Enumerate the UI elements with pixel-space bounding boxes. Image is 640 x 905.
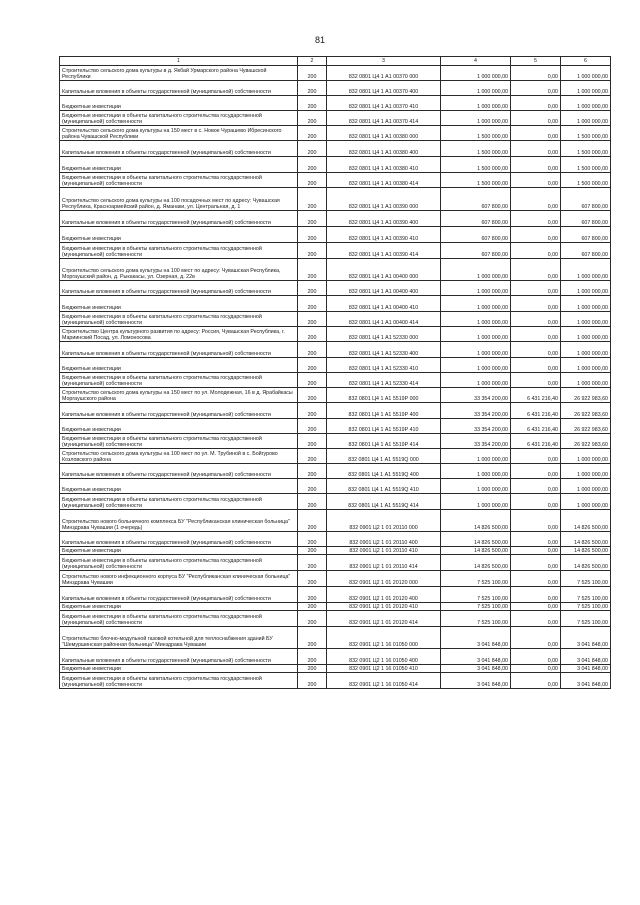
row-total-cell: 7 525 100,00: [561, 587, 611, 603]
table-row: [60, 157, 611, 173]
row-name-cell: Бюджетные инвестиции: [60, 157, 298, 173]
row-total-cell: 14 826 500,00: [561, 510, 611, 532]
row-change-cell: 0,00: [511, 281, 561, 296]
row-code-cell: 832 0801 Ц4 1 А1 00400 410: [327, 296, 441, 312]
row-change-cell: 0,00: [511, 243, 561, 259]
row-change-cell: 0,00: [511, 479, 561, 494]
row-amount-cell: 3 041 848,00: [441, 673, 511, 689]
table-row: [60, 434, 611, 449]
row-name-cell: Капитальные вложения в объекты государственной (муниципальной) собственности: [60, 403, 298, 419]
row-amount-cell: 33 354 200,00: [441, 434, 511, 449]
row-name-cell: Капитальные вложения в объекты государственной (муниципальной) собственности: [60, 281, 298, 296]
row-amount-cell: 14 826 500,00: [441, 547, 511, 555]
row-total-cell: 1 500 000,00: [561, 126, 611, 141]
row-amount-cell: 1 000 000,00: [441, 259, 511, 281]
row-name-cell: Строительство нового инфекционного корпуса БУ "Республиканская клиническая больница" Минздрава Чувашии: [60, 571, 298, 587]
row-amount-cell: 1 000 000,00: [441, 96, 511, 111]
row-change-cell: 0,00: [511, 587, 561, 603]
row-amount-cell: 1 000 000,00: [441, 449, 511, 464]
row-name-cell: Капитальные вложения в объекты государственной (муниципальной) собственности: [60, 587, 298, 603]
row-total-cell: 26 922 983,60: [561, 403, 611, 419]
row-code-cell: 832 0801 Ц4 1 А1 00370 410: [327, 96, 441, 111]
row-grbs-cell: 200: [298, 649, 327, 665]
row-code-cell: 832 0801 Ц4 1 А1 5519Р 400: [327, 403, 441, 419]
row-code-cell: 832 0801 Ц4 1 А1 52330 000: [327, 327, 441, 342]
row-grbs-cell: 200: [298, 243, 327, 259]
column-header: 2: [298, 57, 327, 66]
row-change-cell: 0,00: [511, 627, 561, 649]
row-name-cell: Бюджетные инвестиции: [60, 358, 298, 373]
row-change-cell: 0,00: [511, 494, 561, 510]
table-row: [60, 603, 611, 611]
row-name-cell: Строительство сельского дома культуры в д. Якбай Урмарского района Чувашской Республики: [60, 66, 298, 81]
row-code-cell: 832 0901 Ц2 1 01 20110 414: [327, 555, 441, 571]
row-amount-cell: 7 525 100,00: [441, 587, 511, 603]
row-total-cell: 607 800,00: [561, 188, 611, 211]
table-row: [60, 327, 611, 342]
row-grbs-cell: 200: [298, 141, 327, 157]
row-grbs-cell: 200: [298, 571, 327, 587]
row-total-cell: 26 922 983,60: [561, 434, 611, 449]
row-code-cell: 832 0801 Ц4 1 А1 5519Р 414: [327, 434, 441, 449]
row-total-cell: 1 000 000,00: [561, 66, 611, 81]
row-amount-cell: 33 354 200,00: [441, 403, 511, 419]
row-change-cell: 0,00: [511, 66, 561, 81]
row-change-cell: 0,00: [511, 649, 561, 665]
row-grbs-cell: 200: [298, 111, 327, 126]
table-row: [60, 464, 611, 479]
table-row: [60, 510, 611, 532]
table-row: [60, 449, 611, 464]
row-change-cell: 0,00: [511, 665, 561, 673]
row-total-cell: 1 000 000,00: [561, 494, 611, 510]
row-grbs-cell: 200: [298, 587, 327, 603]
row-name-cell: Бюджетные инвестиции: [60, 479, 298, 494]
row-grbs-cell: 200: [298, 81, 327, 96]
row-grbs-cell: 200: [298, 603, 327, 611]
row-change-cell: 0,00: [511, 259, 561, 281]
row-total-cell: 3 041 848,00: [561, 649, 611, 665]
row-grbs-cell: 200: [298, 673, 327, 689]
table-row: [60, 296, 611, 312]
row-change-cell: 0,00: [511, 111, 561, 126]
row-code-cell: 832 0901 Ц2 1 16 01050 000: [327, 627, 441, 649]
row-amount-cell: 607 800,00: [441, 188, 511, 211]
row-code-cell: 832 0901 Ц2 1 01 20120 414: [327, 611, 441, 627]
row-name-cell: Капитальные вложения в объекты государственной (муниципальной) собственности: [60, 211, 298, 227]
column-header: 6: [561, 57, 611, 66]
table-row: [60, 479, 611, 494]
table-row: [60, 532, 611, 547]
row-change-cell: 6 431 216,40: [511, 419, 561, 434]
row-code-cell: 832 0801 Ц4 1 А1 00400 000: [327, 259, 441, 281]
row-total-cell: 1 000 000,00: [561, 373, 611, 388]
row-amount-cell: 1 000 000,00: [441, 464, 511, 479]
row-grbs-cell: 200: [298, 479, 327, 494]
row-total-cell: 7 525 100,00: [561, 603, 611, 611]
row-code-cell: 832 0801 Ц4 1 А1 52330 414: [327, 373, 441, 388]
row-amount-cell: 3 041 848,00: [441, 649, 511, 665]
column-header: 4: [441, 57, 511, 66]
row-name-cell: Строительство сельского дома культуры на 150 мест в с. Новое Чурашево Ибресинского района Чувашской Республики: [60, 126, 298, 141]
row-grbs-cell: 200: [298, 419, 327, 434]
row-total-cell: 26 922 983,60: [561, 419, 611, 434]
row-grbs-cell: 200: [298, 259, 327, 281]
row-amount-cell: 1 000 000,00: [441, 81, 511, 96]
column-header: 3: [327, 57, 441, 66]
row-total-cell: 1 500 000,00: [561, 157, 611, 173]
row-code-cell: 832 0801 Ц4 1 А1 00380 414: [327, 173, 441, 188]
row-amount-cell: 1 500 000,00: [441, 126, 511, 141]
table-row: [60, 403, 611, 419]
row-change-cell: 6 431 216,40: [511, 403, 561, 419]
table-row: [60, 665, 611, 673]
row-grbs-cell: 200: [298, 464, 327, 479]
row-code-cell: 832 0801 Ц4 1 А1 5519Q 410: [327, 479, 441, 494]
row-change-cell: 0,00: [511, 571, 561, 587]
table-row: [60, 188, 611, 211]
row-name-cell: Бюджетные инвестиции: [60, 419, 298, 434]
row-amount-cell: 1 000 000,00: [441, 479, 511, 494]
row-code-cell: 832 0801 Ц4 1 А1 00400 414: [327, 312, 441, 327]
row-grbs-cell: 200: [298, 388, 327, 403]
row-grbs-cell: 200: [298, 510, 327, 532]
row-grbs-cell: 200: [298, 547, 327, 555]
row-change-cell: 0,00: [511, 188, 561, 211]
row-grbs-cell: 200: [298, 665, 327, 673]
row-change-cell: 0,00: [511, 510, 561, 532]
table-row: [60, 649, 611, 665]
row-grbs-cell: 200: [298, 157, 327, 173]
row-amount-cell: 1 000 000,00: [441, 494, 511, 510]
row-total-cell: 1 000 000,00: [561, 259, 611, 281]
budget-table: [59, 56, 611, 689]
row-name-cell: Строительство сельского дома культуры на 100 мест по ул. М. Трубиной в с. Бойгурово Козловского района: [60, 449, 298, 464]
row-name-cell: Бюджетные инвестиции в объекты капитального строительства государственной (муниципальной) собственности: [60, 673, 298, 689]
row-change-cell: 0,00: [511, 141, 561, 157]
row-change-cell: 0,00: [511, 342, 561, 358]
row-code-cell: 832 0801 Ц4 1 А1 5519Q 000: [327, 449, 441, 464]
row-amount-cell: 7 525 100,00: [441, 603, 511, 611]
row-name-cell: Строительство сельского дома культуры на 150 мест по ул. Молодежная, 16 в д. Ярабайкасы Моргаушского района: [60, 388, 298, 403]
row-total-cell: 7 525 100,00: [561, 571, 611, 587]
table-row: [60, 96, 611, 111]
row-grbs-cell: 200: [298, 611, 327, 627]
row-total-cell: 1 000 000,00: [561, 296, 611, 312]
row-grbs-cell: 200: [298, 627, 327, 649]
row-total-cell: 1 000 000,00: [561, 479, 611, 494]
row-code-cell: 832 0901 Ц2 1 01 20110 400: [327, 532, 441, 547]
row-total-cell: 607 800,00: [561, 243, 611, 259]
row-amount-cell: 1 000 000,00: [441, 373, 511, 388]
row-total-cell: 1 000 000,00: [561, 358, 611, 373]
row-grbs-cell: 200: [298, 211, 327, 227]
row-amount-cell: 14 826 500,00: [441, 532, 511, 547]
row-name-cell: Бюджетные инвестиции в объекты капитального строительства государственной (муниципальной) собственности: [60, 555, 298, 571]
row-name-cell: Бюджетные инвестиции в объекты капитального строительства государственной (муниципальной) собственности: [60, 111, 298, 126]
row-code-cell: 832 0801 Ц4 1 А1 00380 400: [327, 141, 441, 157]
row-grbs-cell: 200: [298, 327, 327, 342]
row-code-cell: 832 0801 Ц4 1 А1 00370 000: [327, 66, 441, 81]
row-amount-cell: 14 826 500,00: [441, 510, 511, 532]
row-change-cell: 0,00: [511, 603, 561, 611]
row-grbs-cell: 200: [298, 312, 327, 327]
row-amount-cell: 7 525 100,00: [441, 611, 511, 627]
row-amount-cell: 1 000 000,00: [441, 358, 511, 373]
row-code-cell: 832 0801 Ц4 1 А1 00390 400: [327, 211, 441, 227]
row-name-cell: Капитальные вложения в объекты государственной (муниципальной) собственности: [60, 342, 298, 358]
row-name-cell: Бюджетные инвестиции: [60, 603, 298, 611]
row-code-cell: 832 0801 Ц4 1 А1 5519Р 410: [327, 419, 441, 434]
table-row: [60, 173, 611, 188]
row-code-cell: 832 0801 Ц4 1 А1 00380 000: [327, 126, 441, 141]
row-name-cell: Капитальные вложения в объекты государственной (муниципальной) собственности: [60, 81, 298, 96]
row-change-cell: 0,00: [511, 373, 561, 388]
row-total-cell: 1 000 000,00: [561, 281, 611, 296]
row-amount-cell: 1 000 000,00: [441, 111, 511, 126]
row-code-cell: 832 0901 Ц2 1 16 01050 400: [327, 649, 441, 665]
row-grbs-cell: 200: [298, 532, 327, 547]
row-change-cell: 0,00: [511, 157, 561, 173]
table-row: [60, 81, 611, 96]
row-change-cell: 0,00: [511, 449, 561, 464]
row-change-cell: 0,00: [511, 532, 561, 547]
table-row: [60, 111, 611, 126]
row-total-cell: 1 000 000,00: [561, 312, 611, 327]
row-grbs-cell: 200: [298, 281, 327, 296]
row-code-cell: 832 0901 Ц2 1 01 20120 000: [327, 571, 441, 587]
row-amount-cell: 33 354 200,00: [441, 388, 511, 403]
row-name-cell: Капитальные вложения в объекты государственной (муниципальной) собственности: [60, 464, 298, 479]
row-grbs-cell: 200: [298, 403, 327, 419]
row-amount-cell: 33 354 200,00: [441, 419, 511, 434]
row-change-cell: 0,00: [511, 312, 561, 327]
row-total-cell: 1 000 000,00: [561, 111, 611, 126]
row-code-cell: 832 0801 Ц4 1 А1 5519Q 400: [327, 464, 441, 479]
table-row: [60, 126, 611, 141]
row-change-cell: 6 431 216,40: [511, 434, 561, 449]
row-name-cell: Бюджетные инвестиции в объекты капитального строительства государственной (муниципальной) собственности: [60, 494, 298, 510]
row-name-cell: Бюджетные инвестиции: [60, 296, 298, 312]
row-name-cell: Строительство блочно-модульной газовой котельной для теплоснабжения зданий БУ "Шемуршинская районная больница" Минздрава Чувашии: [60, 627, 298, 649]
row-name-cell: Бюджетные инвестиции: [60, 665, 298, 673]
row-code-cell: 832 0901 Ц2 1 16 01050 410: [327, 665, 441, 673]
row-name-cell: Бюджетные инвестиции в объекты капитального строительства государственной (муниципальной) собственности: [60, 312, 298, 327]
row-name-cell: Бюджетные инвестиции: [60, 547, 298, 555]
row-total-cell: 1 500 000,00: [561, 173, 611, 188]
row-grbs-cell: 200: [298, 373, 327, 388]
row-grbs-cell: 200: [298, 227, 327, 243]
row-code-cell: 832 0801 Ц4 1 А1 5519Р 000: [327, 388, 441, 403]
row-total-cell: 3 041 848,00: [561, 665, 611, 673]
row-name-cell: Бюджетные инвестиции в объекты капитального строительства государственной (муниципальной) собственности: [60, 434, 298, 449]
row-change-cell: 0,00: [511, 296, 561, 312]
table-row: [60, 388, 611, 403]
table-row: [60, 227, 611, 243]
row-grbs-cell: 200: [298, 126, 327, 141]
row-name-cell: Строительство сельского дома культуры на 100 мест по адресу: Чувашская Республика, Моргаушский район, д. Рыкакасы, ул. Озерная, д. 22в: [60, 259, 298, 281]
row-grbs-cell: 200: [298, 358, 327, 373]
row-grbs-cell: 200: [298, 342, 327, 358]
row-code-cell: 832 0901 Ц2 1 01 20110 000: [327, 510, 441, 532]
table-header-row: [60, 57, 611, 66]
row-total-cell: 1 000 000,00: [561, 342, 611, 358]
row-amount-cell: 1 500 000,00: [441, 141, 511, 157]
table-body: [60, 66, 611, 689]
row-grbs-cell: 200: [298, 66, 327, 81]
row-amount-cell: 1 000 000,00: [441, 66, 511, 81]
row-code-cell: 832 0801 Ц4 1 А1 00390 414: [327, 243, 441, 259]
row-grbs-cell: 200: [298, 555, 327, 571]
row-total-cell: 1 000 000,00: [561, 449, 611, 464]
table-row: [60, 587, 611, 603]
row-grbs-cell: 200: [298, 434, 327, 449]
row-total-cell: 1 000 000,00: [561, 327, 611, 342]
row-code-cell: 832 0901 Ц2 1 16 01050 414: [327, 673, 441, 689]
row-change-cell: 0,00: [511, 173, 561, 188]
row-amount-cell: 1 000 000,00: [441, 296, 511, 312]
row-name-cell: Бюджетные инвестиции в объекты капитального строительства государственной (муниципальной) собственности: [60, 373, 298, 388]
row-name-cell: Бюджетные инвестиции в объекты капитального строительства государственной (муниципальной) собственности: [60, 611, 298, 627]
table-row: [60, 312, 611, 327]
row-name-cell: Бюджетные инвестиции в объекты капитального строительства государственной (муниципальной) собственности: [60, 243, 298, 259]
row-amount-cell: 7 525 100,00: [441, 571, 511, 587]
table-row: [60, 141, 611, 157]
column-header: 5: [511, 57, 561, 66]
page-number: 81: [314, 35, 325, 45]
row-code-cell: 832 0801 Ц4 1 А1 00390 410: [327, 227, 441, 243]
table-row: [60, 627, 611, 649]
row-grbs-cell: 200: [298, 173, 327, 188]
row-total-cell: 3 041 848,00: [561, 673, 611, 689]
row-grbs-cell: 200: [298, 96, 327, 111]
row-code-cell: 832 0801 Ц4 1 А1 00370 414: [327, 111, 441, 126]
row-change-cell: 0,00: [511, 611, 561, 627]
row-name-cell: Строительство нового больничного комплекса БУ "Республиканская клиническая больница" Минздрава Чувашии (1 очередь): [60, 510, 298, 532]
row-total-cell: 1 000 000,00: [561, 96, 611, 111]
row-grbs-cell: 200: [298, 449, 327, 464]
row-amount-cell: 1 000 000,00: [441, 327, 511, 342]
row-change-cell: 0,00: [511, 81, 561, 96]
row-amount-cell: 1 500 000,00: [441, 173, 511, 188]
table-row: [60, 673, 611, 689]
row-change-cell: 0,00: [511, 327, 561, 342]
row-total-cell: 14 826 500,00: [561, 555, 611, 571]
row-amount-cell: 607 800,00: [441, 227, 511, 243]
row-code-cell: 832 0801 Ц4 1 А1 00390 000: [327, 188, 441, 211]
row-total-cell: 26 922 983,60: [561, 388, 611, 403]
row-change-cell: 0,00: [511, 555, 561, 571]
table-row: [60, 358, 611, 373]
row-amount-cell: 3 041 848,00: [441, 627, 511, 649]
row-grbs-cell: 200: [298, 296, 327, 312]
row-amount-cell: 1 500 000,00: [441, 157, 511, 173]
row-code-cell: 832 0801 Ц4 1 А1 00370 400: [327, 81, 441, 96]
row-code-cell: 832 0901 Ц2 1 01 20120 410: [327, 603, 441, 611]
table-row: [60, 494, 611, 510]
table-row: [60, 419, 611, 434]
table-row: [60, 555, 611, 571]
row-total-cell: 1 500 000,00: [561, 141, 611, 157]
row-grbs-cell: 200: [298, 188, 327, 211]
row-code-cell: 832 0901 Ц2 1 01 20110 410: [327, 547, 441, 555]
table-row: [60, 259, 611, 281]
row-code-cell: 832 0901 Ц2 1 01 20120 400: [327, 587, 441, 603]
row-total-cell: 7 525 100,00: [561, 611, 611, 627]
row-name-cell: Капитальные вложения в объекты государственной (муниципальной) собственности: [60, 649, 298, 665]
table-row: [60, 281, 611, 296]
row-amount-cell: 1 000 000,00: [441, 312, 511, 327]
row-amount-cell: 607 800,00: [441, 211, 511, 227]
row-name-cell: Бюджетные инвестиции: [60, 227, 298, 243]
row-total-cell: 14 826 500,00: [561, 532, 611, 547]
table-row: [60, 66, 611, 81]
row-change-cell: 0,00: [511, 126, 561, 141]
row-change-cell: 0,00: [511, 547, 561, 555]
row-total-cell: 1 000 000,00: [561, 81, 611, 96]
row-name-cell: Капитальные вложения в объекты государственной (муниципальной) собственности: [60, 532, 298, 547]
row-total-cell: 607 800,00: [561, 211, 611, 227]
row-grbs-cell: 200: [298, 494, 327, 510]
row-amount-cell: 3 041 848,00: [441, 665, 511, 673]
table-row: [60, 547, 611, 555]
row-code-cell: 832 0801 Ц4 1 А1 5519Q 414: [327, 494, 441, 510]
row-change-cell: 0,00: [511, 358, 561, 373]
row-code-cell: 832 0801 Ц4 1 А1 00380 410: [327, 157, 441, 173]
row-change-cell: 0,00: [511, 227, 561, 243]
row-name-cell: Бюджетные инвестиции: [60, 96, 298, 111]
row-name-cell: Строительство сельского дома культуры на 100 посадочных мест по адресу: Чувашская Республика, Красноармейский район, д. Яманаки, ул. Центральная, д. 1: [60, 188, 298, 211]
row-amount-cell: 14 826 500,00: [441, 555, 511, 571]
row-change-cell: 0,00: [511, 211, 561, 227]
row-amount-cell: 1 000 000,00: [441, 281, 511, 296]
row-name-cell: Бюджетные инвестиции в объекты капитального строительства государственной (муниципальной) собственности: [60, 173, 298, 188]
row-total-cell: 14 826 500,00: [561, 547, 611, 555]
table-row: [60, 342, 611, 358]
row-change-cell: 0,00: [511, 464, 561, 479]
table-row: [60, 243, 611, 259]
row-total-cell: 1 000 000,00: [561, 464, 611, 479]
table-row: [60, 571, 611, 587]
row-total-cell: 607 800,00: [561, 227, 611, 243]
row-name-cell: Строительство Центра культурного развития по адресу: Россия, Чувашская Республика, г. Мариинский Посад, ул. Ломоносова: [60, 327, 298, 342]
row-code-cell: 832 0801 Ц4 1 А1 00400 400: [327, 281, 441, 296]
row-name-cell: Капитальные вложения в объекты государственной (муниципальной) собственности: [60, 141, 298, 157]
row-change-cell: 0,00: [511, 673, 561, 689]
row-code-cell: 832 0801 Ц4 1 А1 52330 400: [327, 342, 441, 358]
column-header: 1: [60, 57, 298, 66]
row-total-cell: 3 041 848,00: [561, 627, 611, 649]
table-row: [60, 373, 611, 388]
row-code-cell: 832 0801 Ц4 1 А1 52330 410: [327, 358, 441, 373]
row-amount-cell: 1 000 000,00: [441, 342, 511, 358]
row-change-cell: 0,00: [511, 96, 561, 111]
row-change-cell: 6 431 216,40: [511, 388, 561, 403]
table-row: [60, 611, 611, 627]
table-row: [60, 211, 611, 227]
row-amount-cell: 607 800,00: [441, 243, 511, 259]
